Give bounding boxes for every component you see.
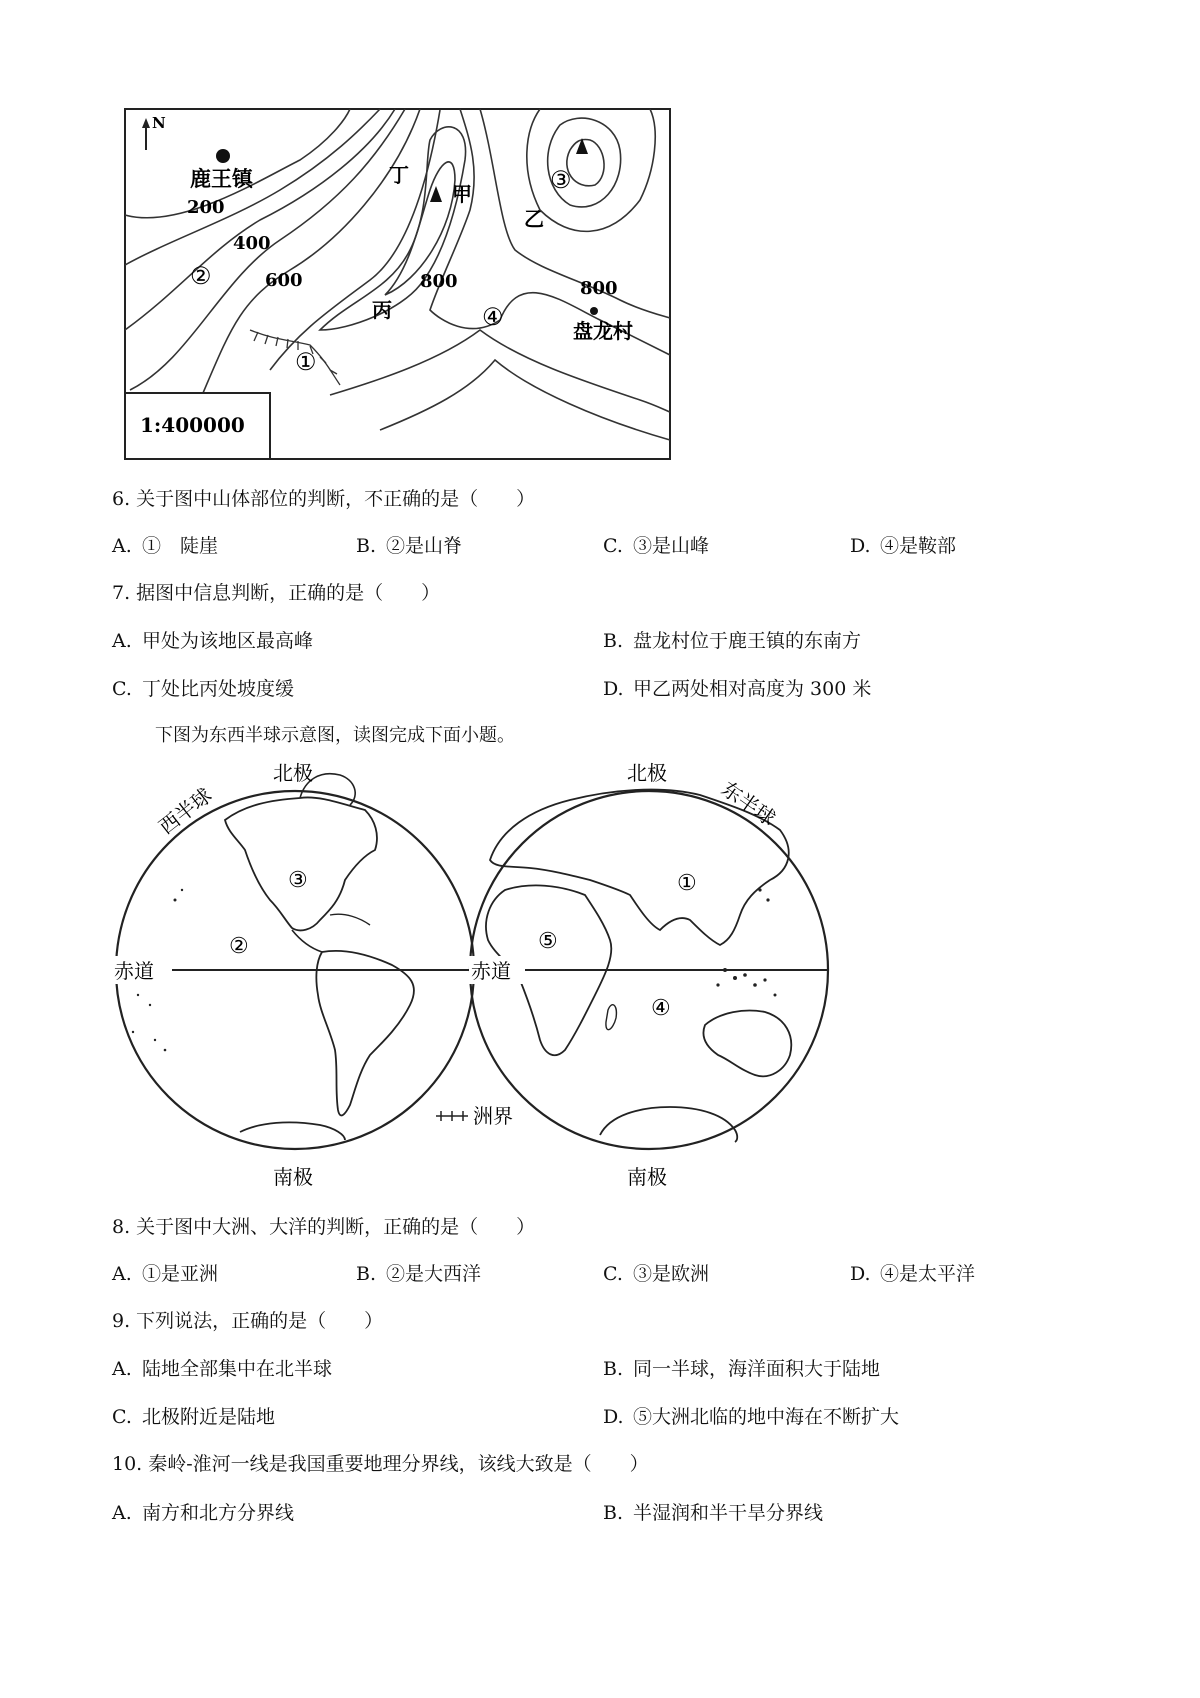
north-america-outline xyxy=(225,797,377,930)
town-dot xyxy=(216,149,230,163)
contour-value: 800 xyxy=(420,271,458,292)
option-b[interactable]: B. ②是大西洋 xyxy=(356,1263,482,1285)
contour-value: 400 xyxy=(233,233,271,254)
boundary-legend-icon xyxy=(436,1111,468,1121)
north-pole-label-west: 北极 xyxy=(273,761,313,785)
marker: ③ xyxy=(288,868,308,893)
option-a[interactable]: A. 陆地全部集中在北半球 xyxy=(112,1358,333,1380)
option-c[interactable]: C. ③是山峰 xyxy=(603,535,710,557)
option-d[interactable]: D. ④是太平洋 xyxy=(850,1263,976,1285)
hemisphere-map xyxy=(0,750,1200,1190)
question-stem: 9. 下列说法，正确的是（ ） xyxy=(112,1310,384,1332)
marker: ② xyxy=(190,262,212,290)
option-a[interactable]: A. 甲处为该地区最高峰 xyxy=(112,630,314,652)
option-c[interactable]: C. ③是欧洲 xyxy=(603,1263,710,1285)
western-hemisphere-label: 西半球 xyxy=(154,783,217,839)
place-label: 丙 xyxy=(372,298,392,322)
south-pole-label-west: 南极 xyxy=(273,1165,313,1189)
contour-value: 200 xyxy=(187,197,225,218)
equator-label-west: 赤道 xyxy=(114,959,154,983)
place-label: 甲 xyxy=(452,182,472,206)
option-b[interactable]: B. 同一半球，海洋面积大于陆地 xyxy=(603,1358,881,1380)
option-c[interactable]: C. 丁处比丙处坡度缓 xyxy=(112,678,295,700)
place-label: 丁 xyxy=(389,163,409,187)
antarctica-outline-west xyxy=(240,1122,345,1140)
south-pole-label-east: 南极 xyxy=(627,1165,667,1189)
option-b[interactable]: B. ②是山脊 xyxy=(356,535,463,557)
option-d[interactable]: D. ④是鞍部 xyxy=(850,535,957,557)
option-b[interactable]: B. 盘龙村位于鹿王镇的东南方 xyxy=(603,630,862,652)
question-stem: 7. 据图中信息判断，正确的是（ ） xyxy=(112,582,441,604)
village-dot xyxy=(590,307,598,315)
marker: ③ xyxy=(550,166,572,194)
north-pole-label-east: 北极 xyxy=(627,761,667,785)
eastern-hemisphere-label: 东半球 xyxy=(717,776,781,831)
madagascar-outline xyxy=(606,1005,616,1030)
scale-label: 1:400000 xyxy=(140,413,245,437)
place-label: 乙 xyxy=(524,207,544,231)
marker: ④ xyxy=(482,303,504,331)
question-stem: 10. 秦岭-淮河一线是我国重要地理分界线，该线大致是（ ） xyxy=(112,1453,649,1475)
intro-text: 下图为东西半球示意图，读图完成下面小题。 xyxy=(155,725,515,746)
boundary-legend-label: 洲界 xyxy=(473,1104,513,1128)
australia-outline xyxy=(703,1011,791,1077)
marker: ① xyxy=(295,348,317,376)
option-a[interactable]: A. 南方和北方分界线 xyxy=(112,1502,295,1524)
north-label: N xyxy=(152,114,166,132)
village-label: 盘龙村 xyxy=(573,319,633,343)
option-d[interactable]: D. ⑤大洲北临的地中海在不断扩大 xyxy=(603,1406,900,1428)
question-stem: 8. 关于图中大洲、大洋的判断，正确的是（ ） xyxy=(112,1216,536,1238)
south-america-outline xyxy=(316,951,414,1116)
contour-value: 800 xyxy=(580,278,618,299)
peak-triangle-icon xyxy=(430,186,442,202)
equator-label-east: 赤道 xyxy=(471,959,511,983)
option-c[interactable]: C. 北极附近是陆地 xyxy=(112,1406,276,1428)
marker: ⑤ xyxy=(538,929,558,954)
option-a[interactable]: A. ① 陡崖 xyxy=(112,535,219,557)
option-a[interactable]: A. ①是亚洲 xyxy=(112,1263,219,1285)
question-stem: 6. 关于图中山体部位的判断，不正确的是（ ） xyxy=(112,488,536,510)
option-b[interactable]: B. 半湿润和半干旱分界线 xyxy=(603,1502,824,1524)
topographic-map xyxy=(0,0,1200,470)
marker: ④ xyxy=(651,996,671,1021)
marker: ② xyxy=(229,934,249,959)
marker: ① xyxy=(677,871,697,896)
option-d[interactable]: D. 甲乙两处相对高度为 300 米 xyxy=(603,678,872,700)
town-label: 鹿王镇 xyxy=(190,166,253,191)
contour-value: 600 xyxy=(265,270,303,291)
peak-triangle-icon xyxy=(576,138,588,154)
